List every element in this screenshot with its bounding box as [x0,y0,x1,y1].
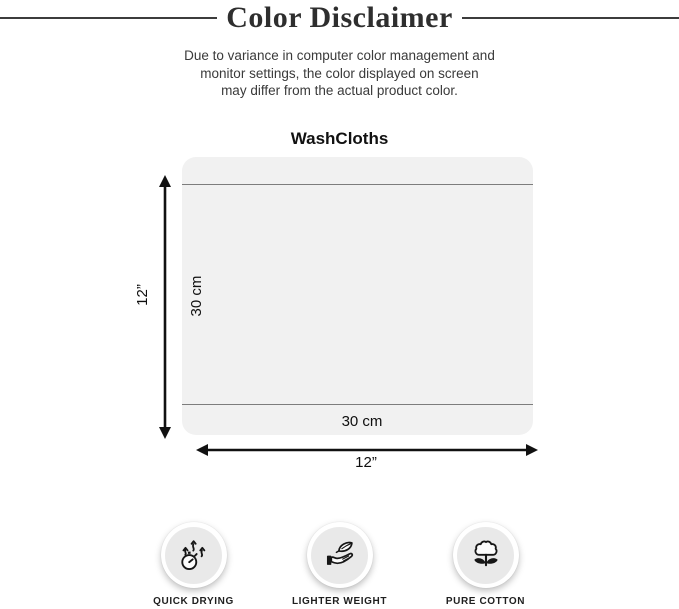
disclaimer-text [0,47,679,100]
product-title: WashCloths [290,128,389,148]
vertical-dimension-arrow [157,175,173,439]
title-rule-left [0,17,217,19]
feature-badge [161,522,227,588]
feature-lighter-weight [280,522,400,607]
disclaimer-line: monitor settings, the color displayed on screen [200,65,479,81]
feature-label: PURE COTTON [445,596,526,607]
washcloth-shape [182,157,533,435]
feature-quick-drying [134,522,254,607]
dimension-diagram [0,150,679,480]
feature-badge [307,522,373,588]
hem-line-top [182,184,533,185]
feature-label: QUICK DRYING [153,596,234,607]
features-row [0,522,679,607]
width-label-inches: 12” [355,454,377,471]
height-label-cm: 30 cm [188,275,205,317]
width-label-cm: 30 cm [341,413,383,430]
quick-drying-icon [177,538,211,572]
height-label-inches: 12” [134,284,151,306]
pure-cotton-icon [469,538,503,572]
disclaimer-line: may differ from the actual product color. [221,83,458,98]
feature-badge [453,522,519,588]
lighter-weight-icon [323,538,357,572]
feature-label: LIGHTER WEIGHT [291,596,388,607]
feature-pure-cotton [426,522,546,607]
title-rule-right [462,17,679,19]
disclaimer-line: Due to variance in computer color management and [184,48,495,63]
page-title: Color Disclaimer [226,1,453,34]
hem-line-bottom [182,404,533,405]
header [0,0,679,36]
